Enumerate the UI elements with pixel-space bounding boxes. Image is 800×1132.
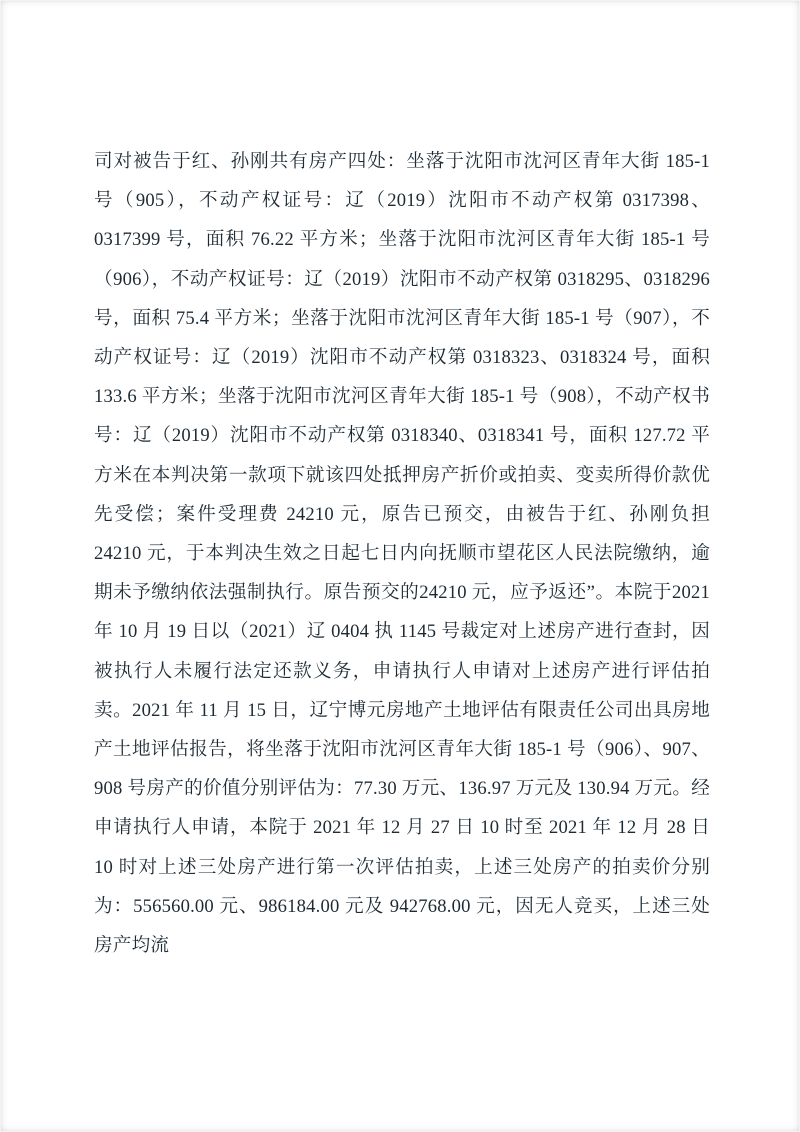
document-text-block xyxy=(94,142,710,965)
body-paragraph: 司对被告于红、孙刚共有房产四处：坐落于沈阳市沈河区青年大街 185-1 号（905），不动产权证号：辽（2019）沈阳市不动产权第 0317398、0317399 号，面积 76.22 平方米；坐落于沈阳市沈河区青年大街 185-1 号（906），不动产权证号：辽（2019）沈阳市不动产权第 0318295、0318296 号，面积 75.4 平方米；坐落于沈阳市沈河区青年大街 185-1 号（907），不动产权证号：辽（2019）沈阳市不动产权第 0318323、0318324 号，面积 133.6 平方米；坐落于沈阳市沈河区青年大街 185-1 号（908），不动产权书号：辽（2019）沈阳市不动产权第 0318340、0318341 号，面积 127.72 平方米在本判决第一款项下就该四处抵押房产折价或拍卖、变卖所得价款优先受偿；案件受理费 24210 元，原告已预交，由被告于红、孙刚负担 24210 元，于本判决生效之日起七日内向抚顺市望花区人民法院缴纳，逾期未予缴纳依法强制执行。原告预交的24210 元，应予返还”。本院于2021 年 10 月 19 日以（2021）辽 0404 执 1145 号裁定对上述房产进行查封，因被执行人未履行法定还款义务，申请执行人申请对上述房产进行评估拍卖。2021 年 11 月 15 日，辽宁博元房地产土地评估有限责任公司出具房地产土地评估报告，将坐落于沈阳市沈河区青年大街 185-1 号（906）、907、908 号房产的价值分别评估为：77.30 万元、136.97 万元及 130.94 万元。经申请执行人申请，本院于 2021 年 12 月 27 日 10 时至 2021 年 12 月 28 日 10 时对上述三处房产进行第一次评估拍卖，上述三处房产的拍卖价分别为：556560.00 元、986184.00 元及 942768.00 元，因无人竞买，上述三处房产均流 xyxy=(94,151,710,957)
